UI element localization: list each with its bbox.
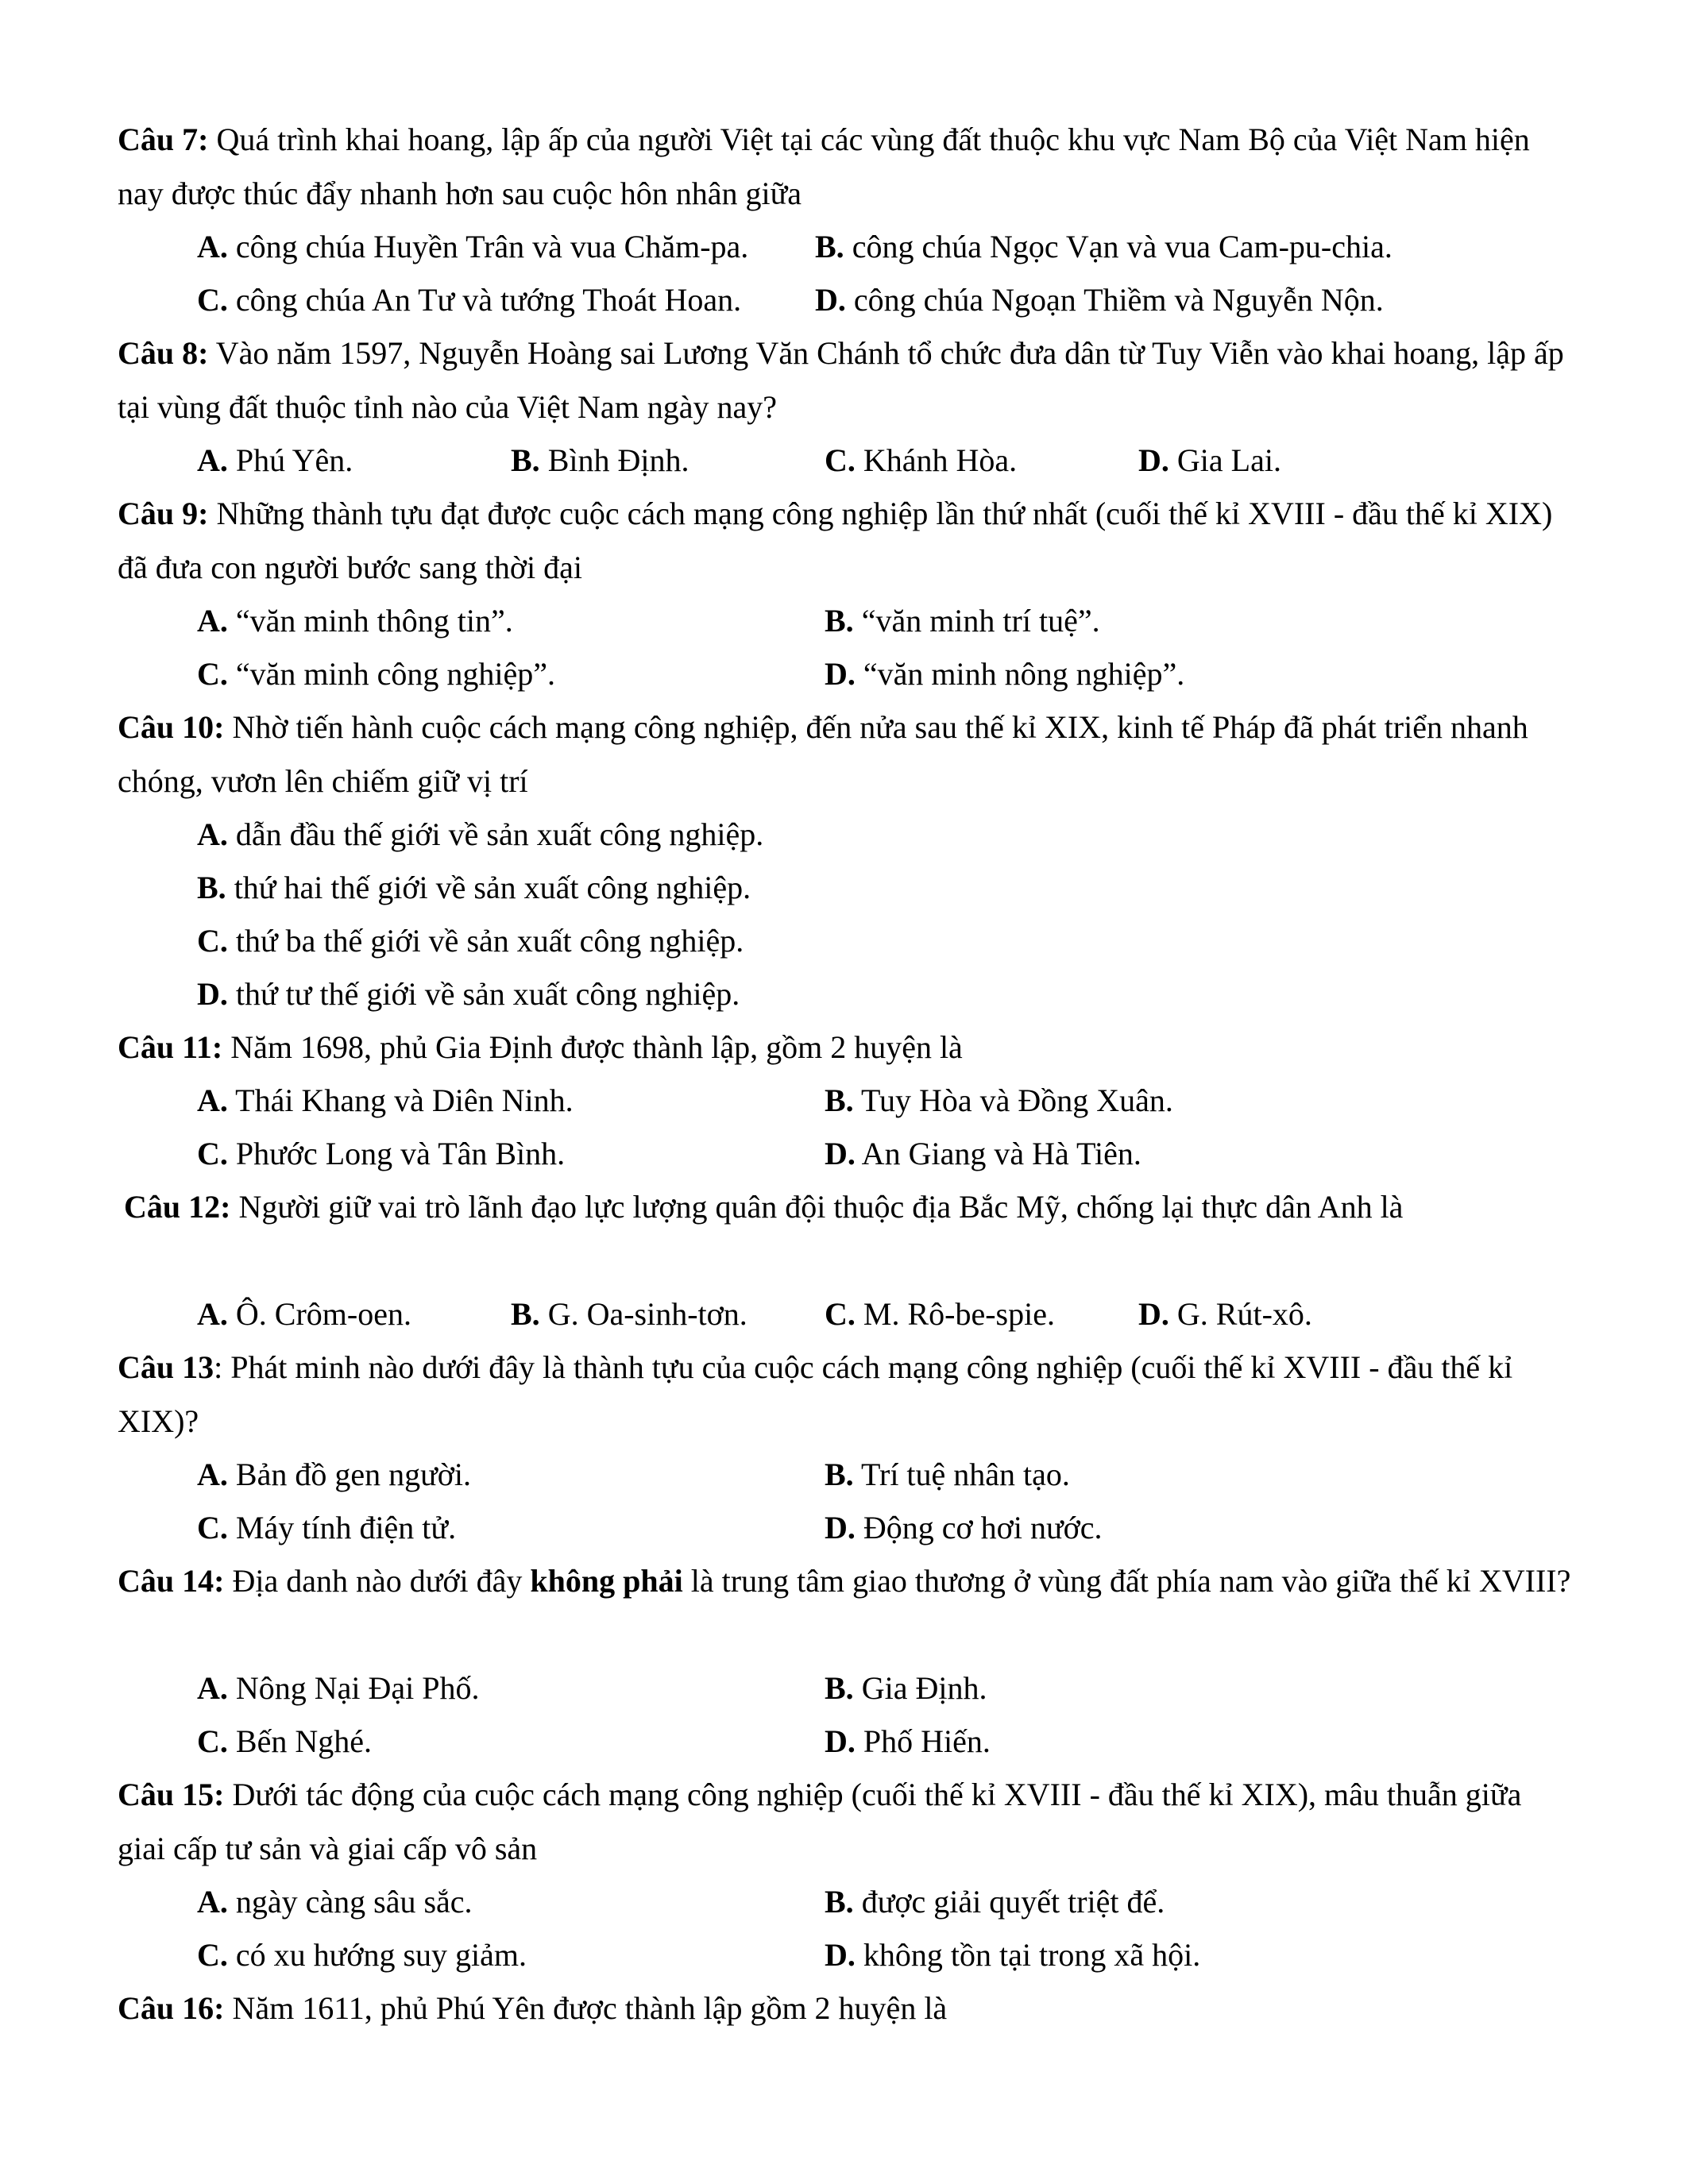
options-row — [197, 1661, 1579, 1715]
question-label: Câu 13 — [118, 1349, 214, 1385]
option-d: D. công chúa Ngoạn Thiềm và Nguyễn Nộn. — [815, 282, 1384, 318]
question-9 — [118, 487, 1571, 594]
question-16 — [118, 1981, 1571, 2035]
question-text: : Phát minh nào dưới đây là thành tựu của cuộc cách mạng công nghiệp (cuối thế kỉ XVIII - đầu thế kỉ XIX)? — [118, 1349, 1513, 1439]
option-c: C. công chúa An Tư và tướng Thoát Hoan. — [197, 282, 742, 318]
option-a: A. “văn minh thông tin”. — [197, 603, 513, 639]
option-d: D. “văn minh nông nghiệp”. — [825, 656, 1185, 692]
question-7 — [118, 113, 1571, 220]
option-c: C. có xu hướng suy giảm. — [197, 1937, 527, 1973]
option-d: D. G. Rút-xô. — [1138, 1296, 1312, 1332]
question-label: Câu 9: — [118, 496, 209, 531]
option-d: D. Phố Hiến. — [825, 1723, 991, 1759]
options-row — [197, 1715, 1579, 1769]
question-label: Câu 12: — [124, 1189, 231, 1225]
options-row — [197, 220, 1579, 274]
question-8 — [118, 326, 1571, 434]
option-c: C. Khánh Hòa. — [825, 442, 1018, 478]
option-a: A. Ô. Crôm-oen. — [197, 1296, 411, 1332]
question-label: Câu 16: — [118, 1990, 225, 2026]
options-row — [197, 1287, 1579, 1341]
option-a: A. Phú Yên. — [197, 442, 353, 478]
question-label: Câu 15: — [118, 1777, 225, 1812]
options-row — [197, 1875, 1579, 1929]
option-d: D. An Giang và Hà Tiên. — [825, 1136, 1141, 1171]
options-row — [197, 1501, 1579, 1555]
question-12 — [124, 1180, 1571, 1234]
question-10 — [118, 700, 1571, 808]
question-13 — [118, 1341, 1571, 1448]
option-c: C. “văn minh công nghiệp”. — [197, 656, 555, 692]
question-text: Vào năm 1597, Nguyễn Hoàng sai Lương Văn Chánh tổ chức đưa dân từ Tuy Viễn vào khai hoang, lập ấp tại vùng đất thuộc tỉnh nào của Việt Nam ngày nay? — [118, 335, 1564, 425]
question-text: Những thành tựu đạt được cuộc cách mạng công nghiệp lần thứ nhất (cuối thế kỉ XVIII - đầu thế kỉ XIX) đã đưa con người bước sang thời đại — [118, 496, 1553, 585]
question-text: Nhờ tiến hành cuộc cách mạng công nghiệp, đến nửa sau thế kỉ XIX, kinh tế Pháp đã phát triển nhanh chóng, vươn lên chiếm giữ vị trí — [118, 709, 1528, 799]
option-a: A. công chúa Huyền Trân và vua Chăm-pa. — [197, 229, 749, 264]
option-d: D. Động cơ hơi nước. — [825, 1510, 1103, 1545]
question-text: Người giữ vai trò lãnh đạo lực lượng quân đội thuộc địa Bắc Mỹ, chống lại thực dân Anh là — [230, 1189, 1404, 1225]
question-label: Câu 14: — [118, 1563, 225, 1599]
question-text: Địa danh nào dưới đây — [224, 1563, 531, 1599]
question-text: Quá trình khai hoang, lập ấp của người Việt tại các vùng đất thuộc khu vực Nam Bộ của Việt Nam hiện nay được thúc đẩy nhanh hơn sau cuộc hôn nhân giữa — [118, 122, 1530, 211]
question-label: Câu 10: — [118, 709, 225, 745]
question-15 — [118, 1768, 1571, 1875]
option-b: B. Bình Định. — [511, 442, 689, 478]
option-b: B. Trí tuệ nhân tạo. — [825, 1457, 1070, 1492]
option-a: A. Bản đồ gen người. — [197, 1457, 472, 1492]
question-label: Câu 7: — [118, 122, 209, 157]
option-d: D. Gia Lai. — [1138, 442, 1281, 478]
option-a: A. ngày càng sâu sắc. — [197, 1884, 473, 1920]
question-text: Năm 1611, phủ Phú Yên được thành lập gồm 2 huyện là — [224, 1990, 948, 2026]
options-row — [197, 434, 1579, 488]
question-14 — [118, 1554, 1571, 1608]
question-label: Câu 11: — [118, 1029, 223, 1065]
option-b: B. công chúa Ngọc Vạn và vua Cam-pu-chia. — [815, 229, 1393, 264]
option-a: A. dẫn đầu thế giới về sản xuất công nghiệp. — [197, 816, 764, 852]
option-d: D. thứ tư thế giới về sản xuất công nghiệp. — [197, 976, 740, 1012]
option-b: B. G. Oa-sinh-tơn. — [511, 1296, 747, 1332]
options-row — [197, 647, 1579, 701]
option-b: B. Tuy Hòa và Đồng Xuân. — [825, 1082, 1173, 1118]
option-b: B. Gia Định. — [825, 1670, 987, 1706]
options-row — [197, 1127, 1579, 1181]
options-row — [197, 273, 1579, 327]
option-a: A. Nông Nại Đại Phố. — [197, 1670, 480, 1706]
question-label: Câu 8: — [118, 335, 209, 371]
question-text: Dưới tác động của cuộc cách mạng công nghiệp (cuối thế kỉ XVIII - đầu thế kỉ XIX), mâu thuẫn giữa giai cấp tư sản và giai cấp vô sản — [118, 1777, 1522, 1866]
option-c: C. Bến Nghé. — [197, 1723, 372, 1759]
option-c: C. Máy tính điện tử. — [197, 1510, 457, 1545]
question-11 — [118, 1021, 1571, 1075]
option-b: B. thứ hai thế giới về sản xuất công nghiệp. — [197, 870, 751, 905]
options-row — [197, 1928, 1579, 1982]
question-text: Năm 1698, phủ Gia Định được thành lập, gồm 2 huyện là — [222, 1029, 963, 1065]
question-text: là trung tâm giao thương ở vùng đất phía nam vào giữa thế kỉ XVIII? — [682, 1563, 1571, 1599]
option-d: D. không tồn tại trong xã hội. — [825, 1937, 1201, 1973]
emphasis-text: không phải — [530, 1563, 683, 1599]
option-a: A. Thái Khang và Diên Ninh. — [197, 1082, 574, 1118]
option-c: C. Phước Long và Tân Bình. — [197, 1136, 566, 1171]
option-b: B. được giải quyết triệt để. — [825, 1884, 1165, 1920]
option-c: C. thứ ba thế giới về sản xuất công nghiệp. — [197, 923, 744, 959]
options-row — [197, 1448, 1579, 1502]
option-b: B. “văn minh trí tuệ”. — [825, 603, 1100, 639]
options-row — [197, 1074, 1579, 1128]
option-c: C. M. Rô-be-spie. — [825, 1296, 1055, 1332]
options-row — [197, 594, 1579, 648]
